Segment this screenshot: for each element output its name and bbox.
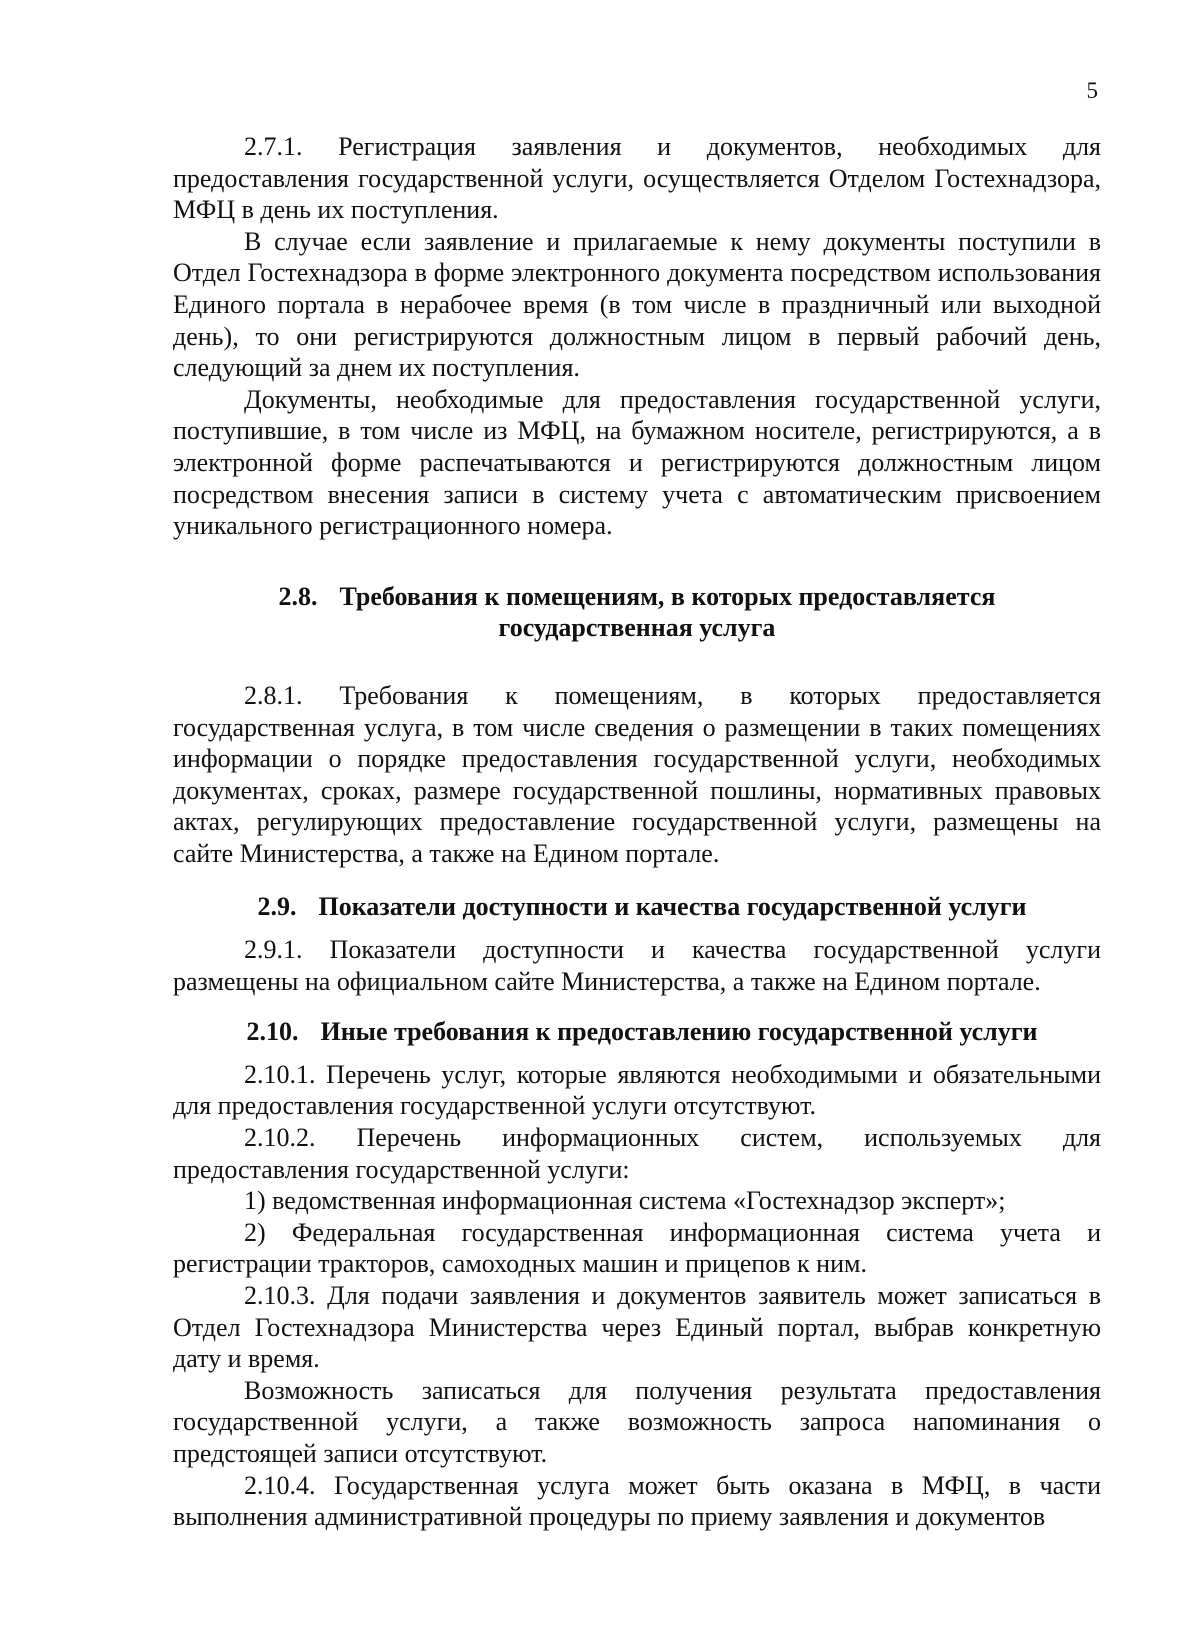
section-number-2-8: 2.8.: [278, 581, 318, 611]
list-item-1: 1) ведомственная информационная система «Гостехнадзор эксперт»;: [244, 1186, 1006, 1216]
paragraph-2-7-1: 2.7.1. Регистрация заявления и документов, необходимых для предоставления государственной услуги, осуществляется Отделом Гостехнадзора, МФЦ в день их поступления.: [173, 132, 1101, 225]
paragraph-2-10-2: 2.10.2. Перечень информационных систем, используемых для предоставления государственной услуги:: [173, 1123, 1101, 1184]
section-title-2-10: Иные требования к предоставлению государственной услуги: [320, 1017, 1038, 1047]
section-heading-2-8: [173, 581, 1101, 644]
paragraph-electronic-registration: В случае если заявление и прилагаемые к нему документы поступили в Отдел Гостехнадзора в форме электронного документа посредством использования Единого портала в нерабочее время (в том числе в праздничный или выходной день), то они регистрируются должностным лицом в первый рабочий день, следующий за днем их поступления.: [173, 226, 1101, 383]
section-title-2-8-line1: Требования к помещениям, в которых предоставляется: [339, 581, 996, 611]
section-number-2-10: 2.10.: [246, 1017, 299, 1047]
paragraph-paper-registration: Документы, необходимые для предоставления государственной услуги, поступившие, в том числе из МФЦ, на бумажном носителе, регистрируются, а в электронной форме распечатываются и регистрируются должностным лицом посредством внесения записи в систему учета с автоматическим присвоением уникального регистрационного номера.: [173, 384, 1101, 541]
section-number-2-9: 2.9.: [257, 892, 297, 922]
page-number: 5: [1086, 78, 1098, 103]
paragraph-2-10-4: 2.10.4. Государственная услуга может быть оказана в МФЦ, в части выполнения административной процедуры по приему заявления и документов: [173, 1470, 1101, 1532]
section-title-2-8-line2: государственная услуга: [498, 613, 776, 643]
section-title-2-9: Показатели доступности и качества государственной услуги: [318, 892, 1027, 922]
list-item-2: 2) Федеральная государственная информационная система учета и регистрации тракторов, самоходных машин и прицепов к ним.: [173, 1217, 1101, 1279]
document-body: [173, 131, 1101, 1533]
paragraph-2-10-1: 2.10.1. Перечень услуг, которые являются необходимыми и обязательными для предоставления государственной услуги отсутствуют.: [173, 1059, 1101, 1121]
paragraph-2-8-1: 2.8.1. Требования к помещениям, в которых предоставляется государственная услуга, в том числе сведения о размещении в таких помещениях информации о порядке предоставления государственной услуги, необходимых документах, сроках, размере государственной пошлины, нормативных правовых актах, регулирующих предоставление государственной услуги, размещены на сайте Министерства, а также на Едином портале.: [173, 680, 1101, 868]
section-heading-2-10: [173, 1016, 1101, 1048]
paragraph-2-9-1: 2.9.1. Показатели доступности и качества государственной услуги размещены на официальном сайте Министерства, а также на Едином портале.: [173, 935, 1101, 996]
paragraph-2-10-3: 2.10.3. Для подачи заявления и документов заявитель может записаться в Отдел Гостехнадзора Министерства через Единый портал, выбрав конкретную дату и время.: [173, 1281, 1101, 1374]
paragraph-appointment-result: Возможность записаться для получения результата предоставления государственной услуги, а также возможность запроса напоминания о предстоящей записи отсутствуют.: [173, 1375, 1101, 1468]
section-heading-2-9: [173, 891, 1101, 923]
